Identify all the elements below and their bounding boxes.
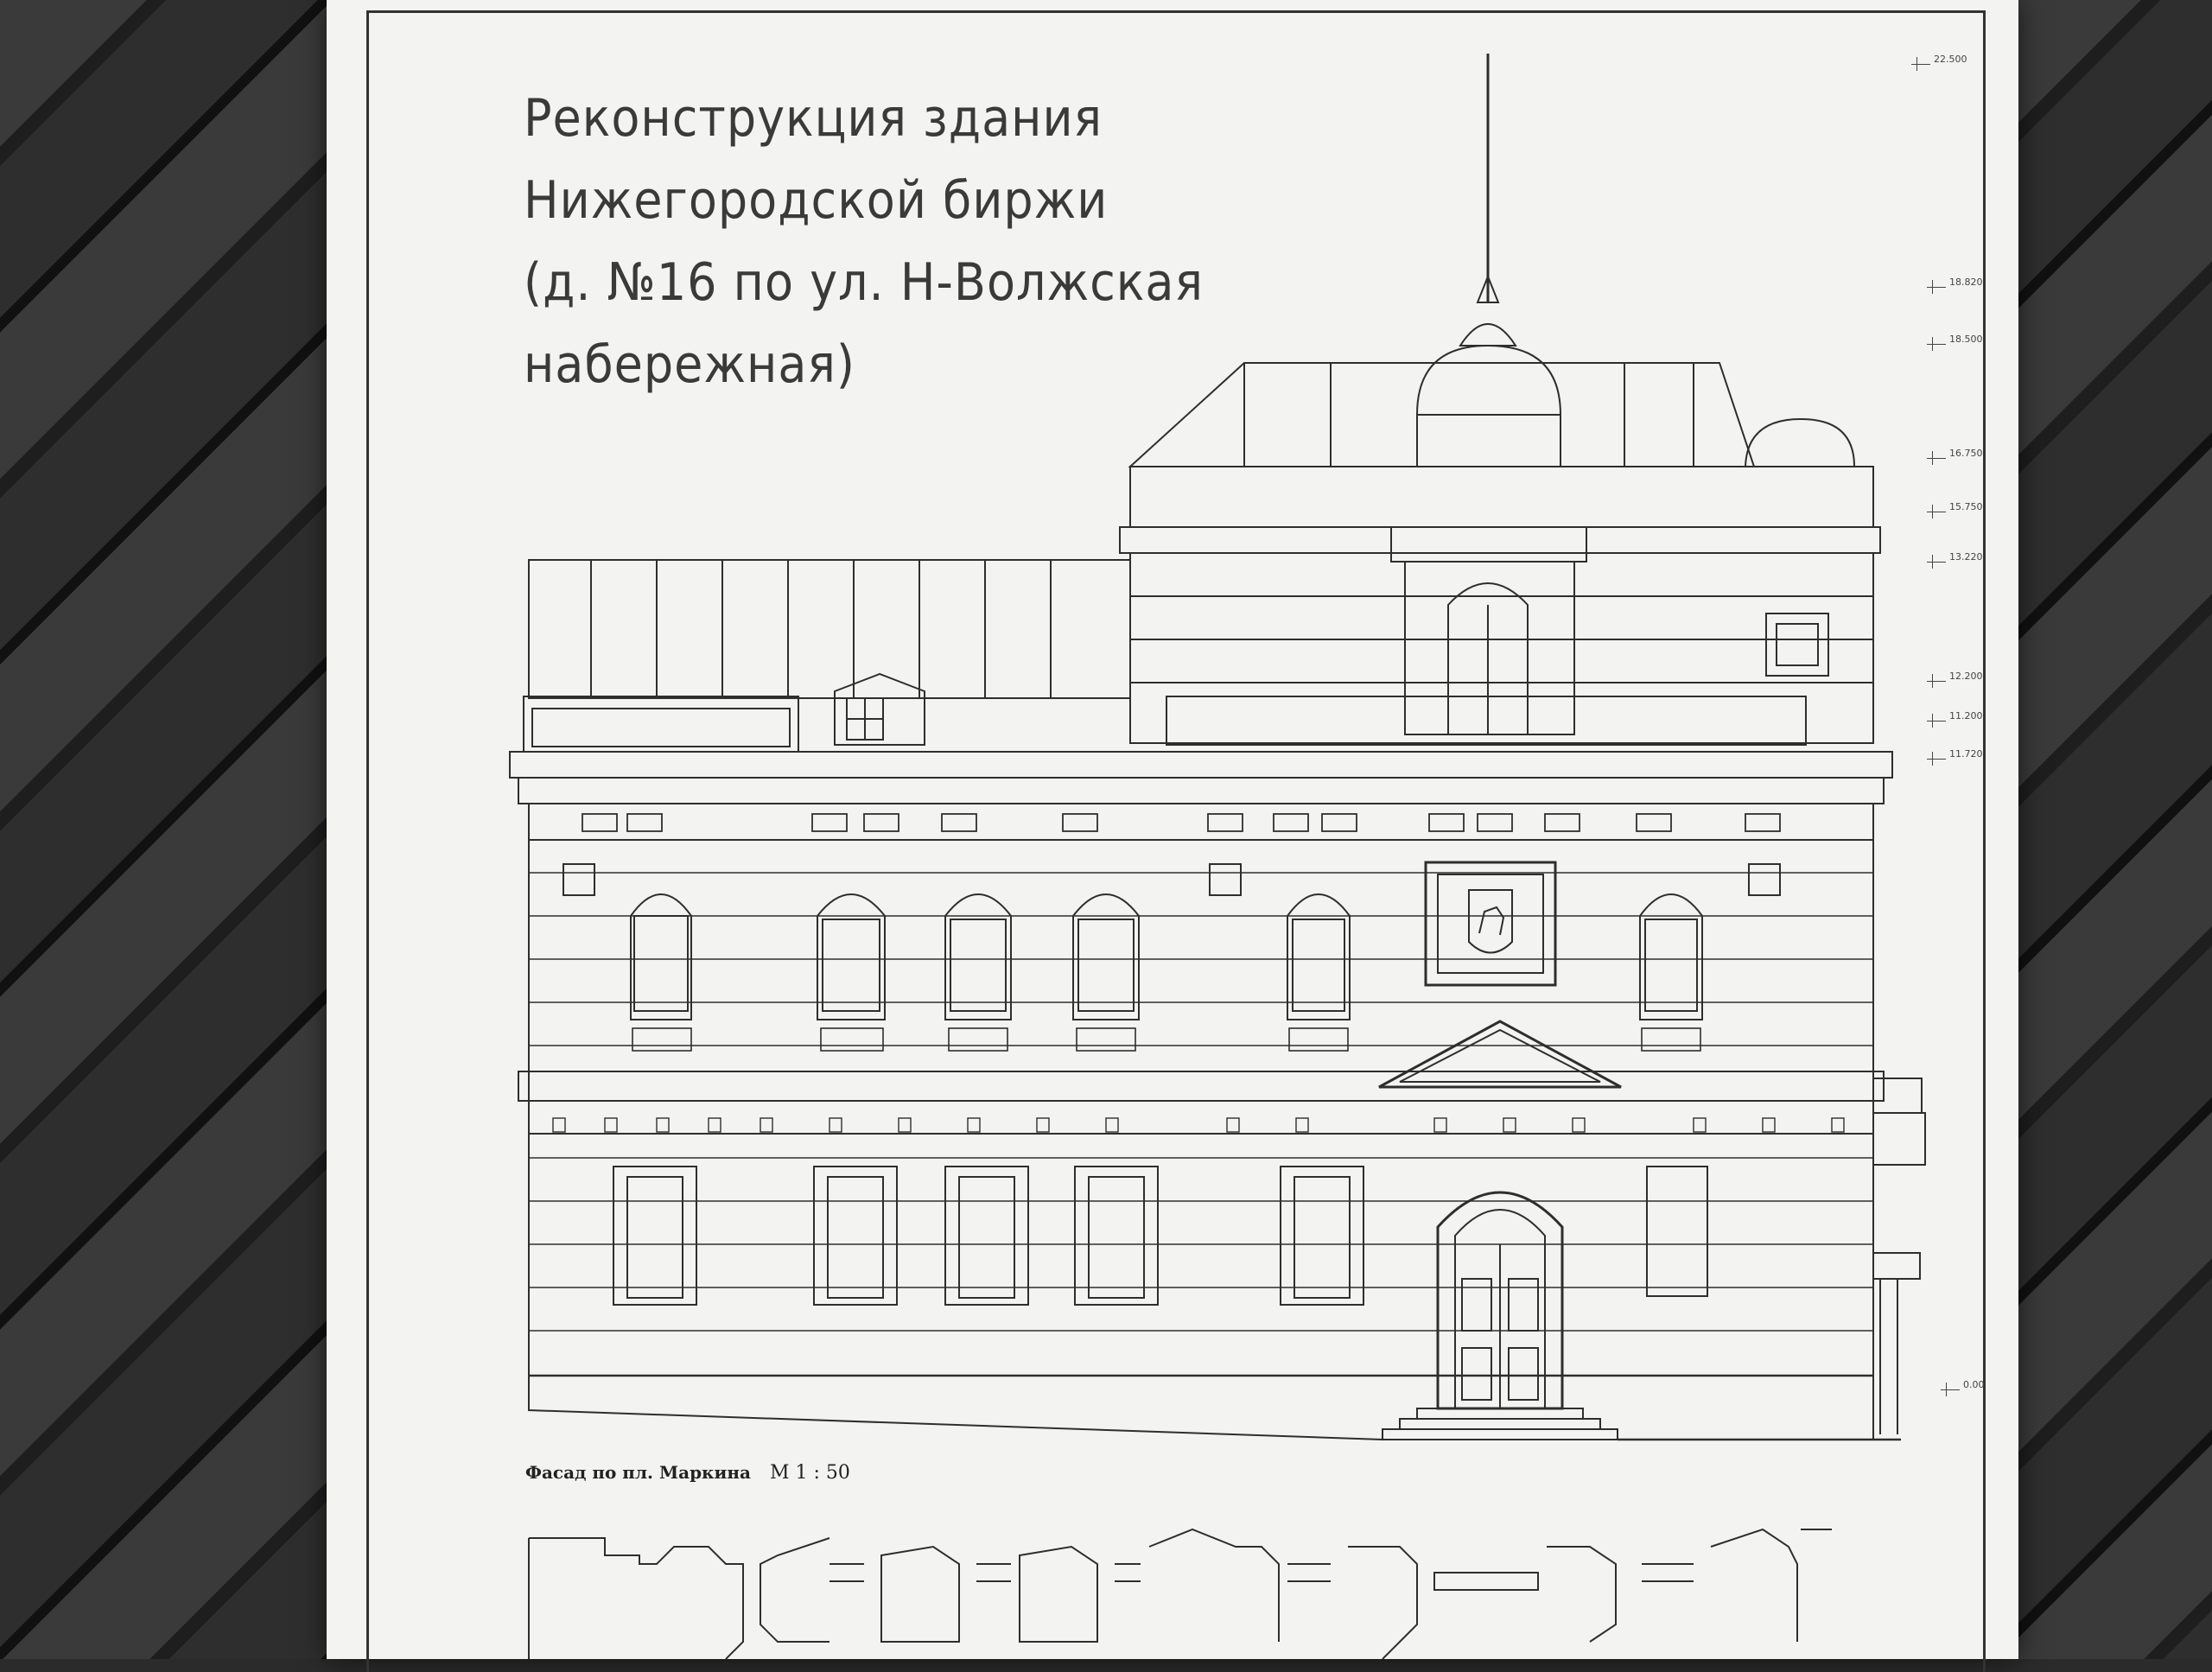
level-mark: 11.200 [1949, 710, 1983, 722]
level-mark: 11.720 [1949, 748, 1983, 760]
level-mark: 22.500 [1934, 54, 1967, 65]
title-line-2: Нижегородской биржи [524, 170, 1109, 231]
level-mark: 18.820 [1949, 277, 1983, 288]
level-mark: 12.200 [1949, 671, 1983, 682]
title-line-3: (д. №16 по ул. Н-Волжская [524, 252, 1204, 313]
caption-label: Фасад по пл. Маркина [525, 1462, 751, 1483]
level-mark: 16.750 [1949, 448, 1983, 459]
caption-scale: М 1 : 50 [769, 1462, 850, 1484]
level-mark: 15.750 [1949, 501, 1983, 512]
level-mark: 13.220 [1949, 551, 1983, 563]
title-line-1: Реконструкция здания [524, 88, 1103, 149]
level-mark: 0.00 [1963, 1379, 1985, 1390]
level-mark: 18.500 [1949, 334, 1983, 345]
facade-caption [525, 1462, 850, 1484]
title-line-4: набережная) [524, 334, 855, 395]
